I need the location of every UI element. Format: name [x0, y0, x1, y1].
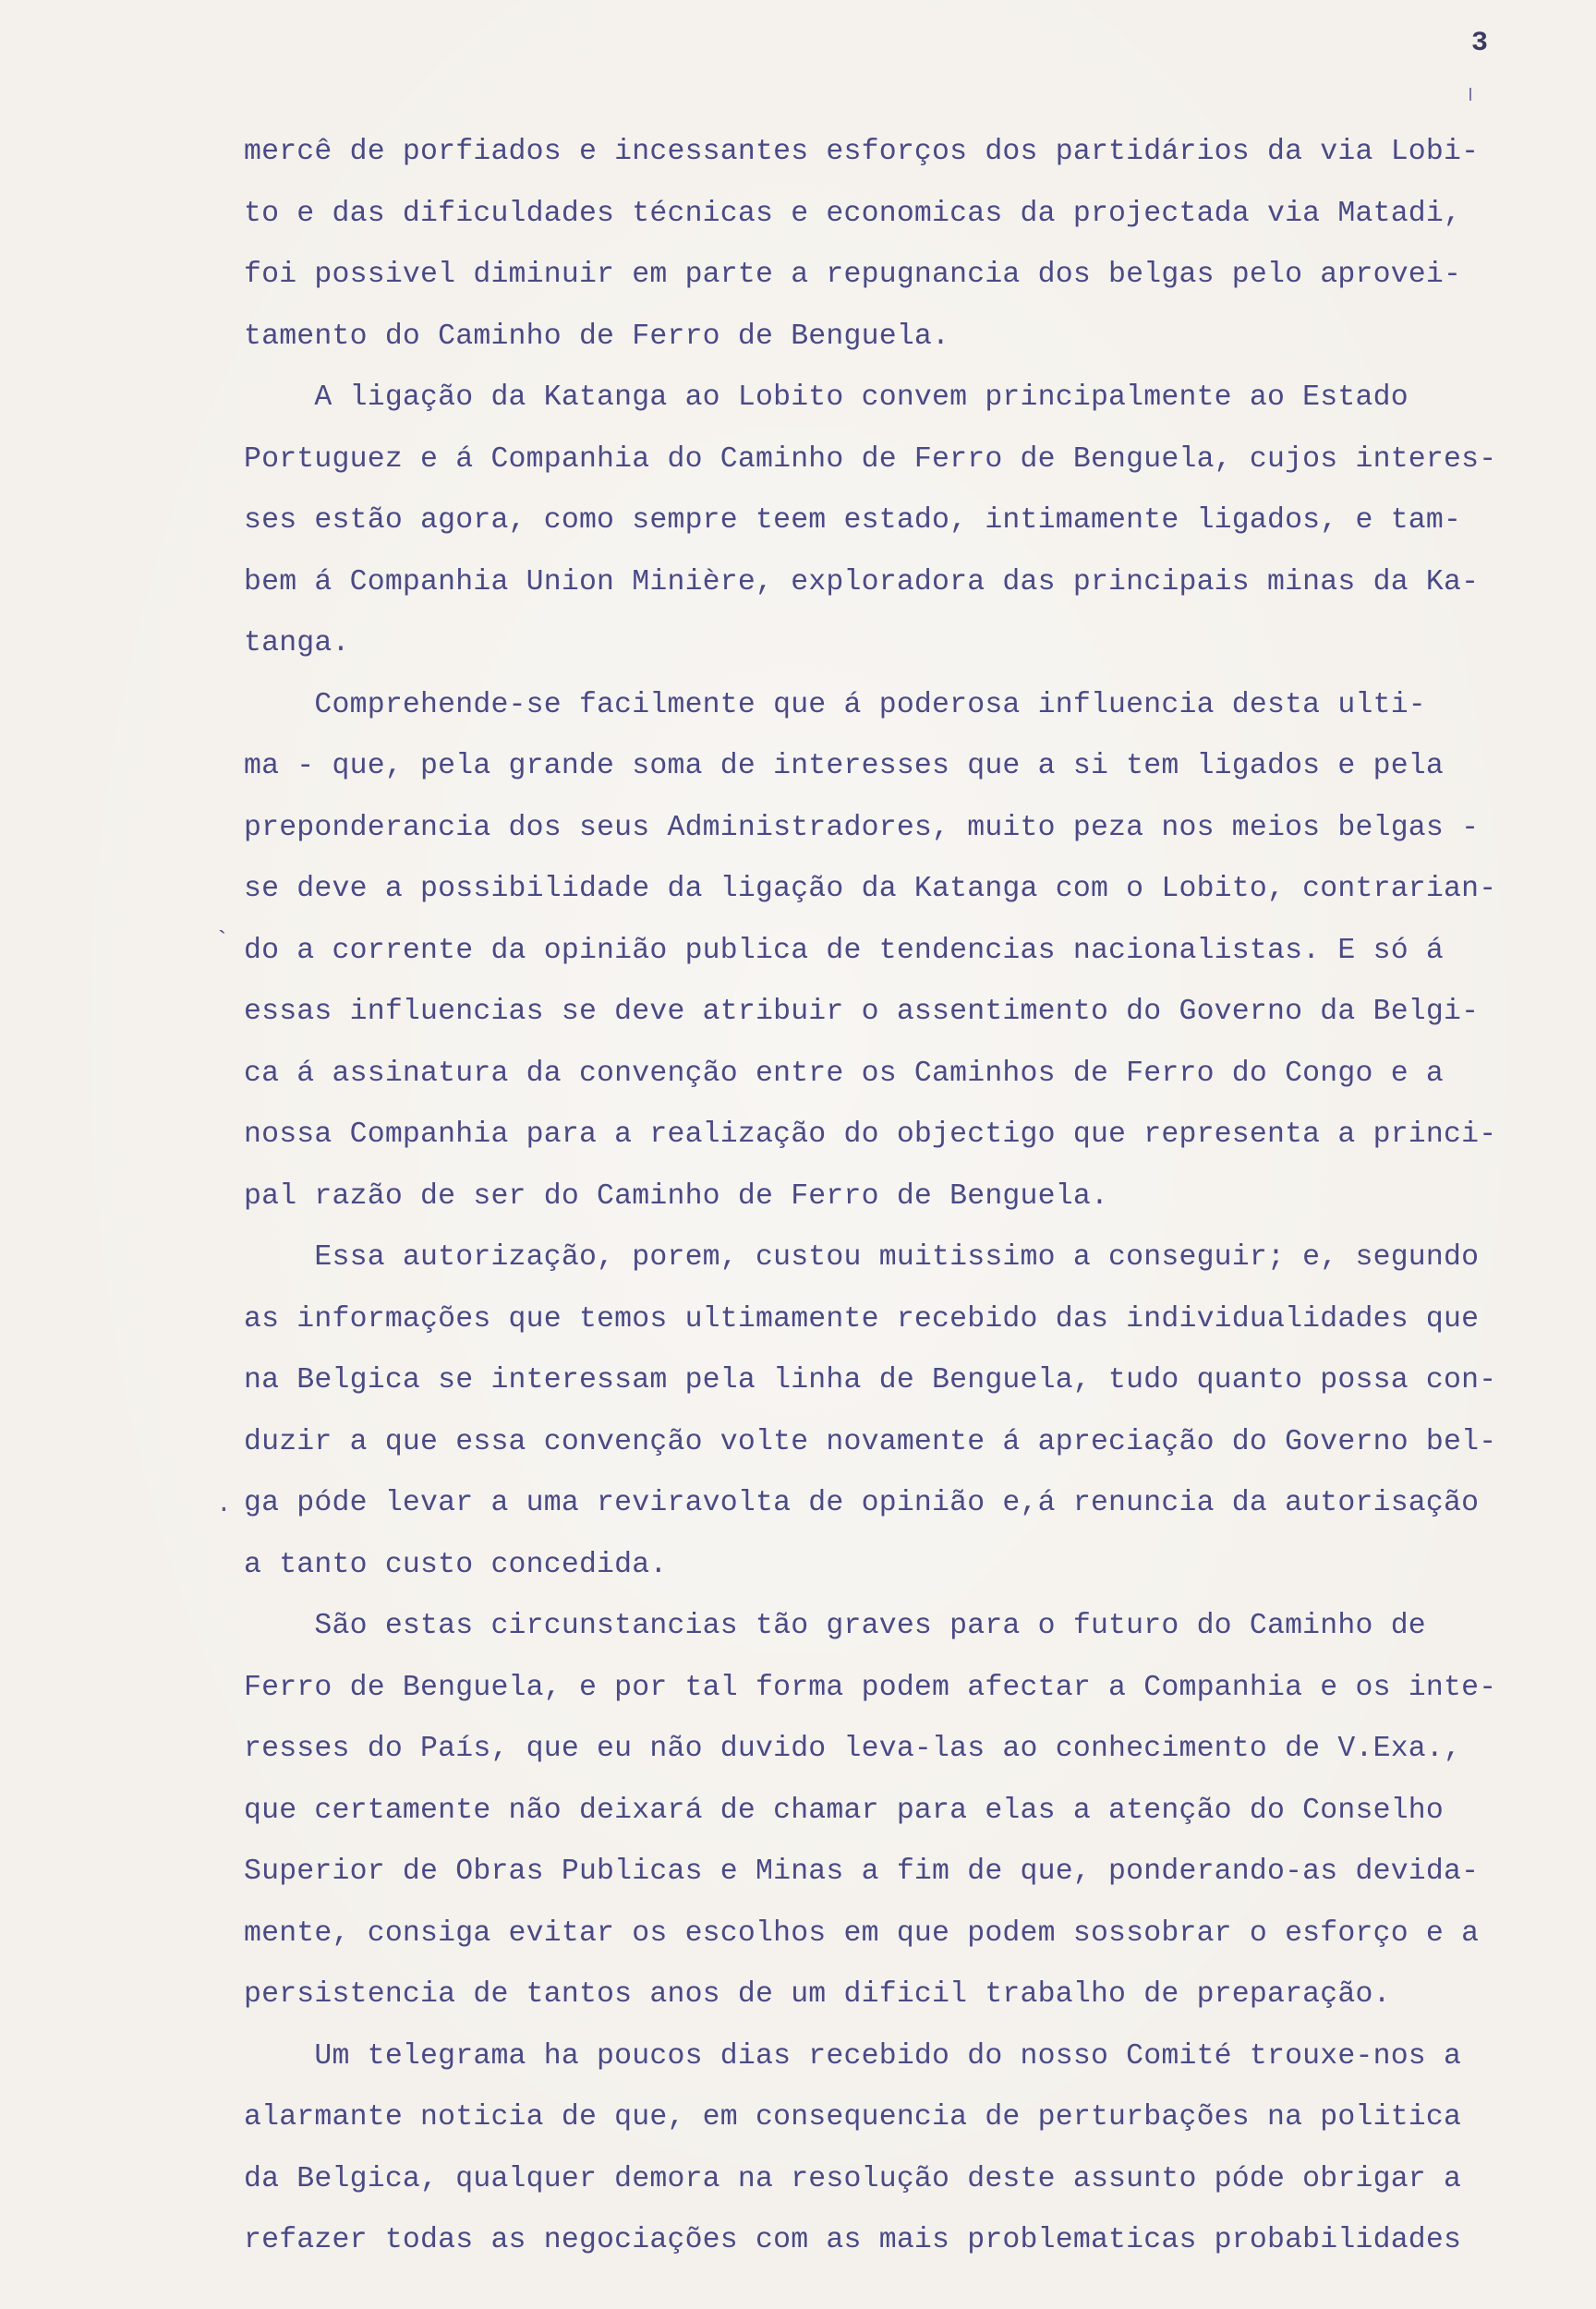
text-line: Ferro de Benguela, e por tal forma podem afectar a Companhia e os inte-	[244, 1671, 1497, 1704]
text-line: da Belgica, qualquer demora na resolução deste assunto póde obrigar a	[244, 2162, 1462, 2195]
text-line: to e das dificuldades técnicas e economicas da projectada via Matadi,	[244, 197, 1462, 230]
text-line: Um telegrama ha poucos dias recebido do nosso Comité trouxe-nos a	[244, 2039, 1462, 2073]
text-line: tanga.	[244, 627, 350, 659]
text-line: Portuguez e á Companhia do Caminho de Ferro de Benguela, cujos interes-	[244, 442, 1497, 476]
text-line: nossa Companhia para a realização do objectigo que representa a princi-	[244, 1118, 1497, 1151]
text-line: ga póde levar a uma reviravolta de opinião e,á renuncia da autorisação	[244, 1487, 1480, 1519]
text-line: São estas circunstancias tão graves para o futuro do Caminho de	[244, 1610, 1426, 1642]
text-line: do a corrente da opinião publica de tendencias nacionalistas. E só á	[244, 934, 1445, 967]
text-line: ma - que, pela grande soma de interesses que a si tem ligados e pela	[244, 750, 1445, 782]
page-number: 3	[1471, 28, 1489, 59]
text-line: Comprehende-se facilmente que á poderosa influencia desta ulti-	[244, 688, 1426, 721]
text-line: refazer todas as negociações com as mais problematicas probabilidades	[244, 2224, 1462, 2256]
text-line: mercê de porfiados e incessantes esforços dos partidários da via Lobi-	[244, 136, 1480, 168]
text-line: A ligação da Katanga ao Lobito convem principalmente ao Estado	[244, 381, 1409, 414]
text-line: persistencia de tantos anos de um dificil trabalho de preparação.	[244, 1978, 1391, 2011]
text-line: bem á Companhia Union Minière, exploradora das principais minas da Ka-	[244, 565, 1480, 598]
letter-body	[244, 122, 1555, 2272]
text-line: Essa autorização, porem, custou muitissimo a conseguir; e, segundo	[244, 1241, 1480, 1274]
text-line: na Belgica se interessam pela linha de Benguela, tudo quanto possa con-	[244, 1364, 1497, 1396]
text-line: ses estão agora, como sempre teem estado, intimamente ligados, e tam-	[244, 504, 1462, 537]
text-line: ca á assinatura da convenção entre os Caminhos de Ferro do Congo e a	[244, 1057, 1445, 1090]
text-line: tamento do Caminho de Ferro de Benguela.	[244, 320, 950, 353]
text-line: a tanto custo concedida.	[244, 1548, 668, 1581]
text-line: duzir a que essa convenção volte novamente á apreciação do Governo bel-	[244, 1425, 1497, 1458]
tick-mark	[1469, 88, 1471, 101]
text-line: que certamente não deixará de chamar para elas a atenção do Conselho	[244, 1794, 1445, 1827]
text-line: as informações que temos ultimamente recebido das individualidades que	[244, 1302, 1480, 1336]
margin-mark: .	[216, 1491, 232, 1519]
text-line: mente, consiga evitar os escolhos em que podem sossobrar o esforço e a	[244, 1916, 1480, 1950]
text-line: se deve a possibilidade da ligação da Katanga com o Lobito, contrarian-	[244, 873, 1497, 905]
text-line: preponderancia dos seus Administradores, muito peza nos meios belgas -	[244, 811, 1480, 844]
text-line: essas influencias se deve atribuir o assentimento do Governo da Belgi-	[244, 996, 1480, 1028]
text-line: foi possivel diminuir em parte a repugnancia dos belgas pelo aprovei-	[244, 259, 1462, 291]
text-line: pal razão de ser do Caminho de Ferro de Benguela.	[244, 1179, 1109, 1213]
margin-mark: `	[214, 928, 230, 957]
text-line: alarmante noticia de que, em consequencia de perturbações na politica	[244, 2101, 1462, 2134]
text-line: Superior de Obras Publicas e Minas a fim de que, ponderando-as devida-	[244, 1856, 1480, 1888]
text-line: resses do País, que eu não duvido leva-las ao conhecimento de V.Exa.,	[244, 1733, 1462, 1765]
